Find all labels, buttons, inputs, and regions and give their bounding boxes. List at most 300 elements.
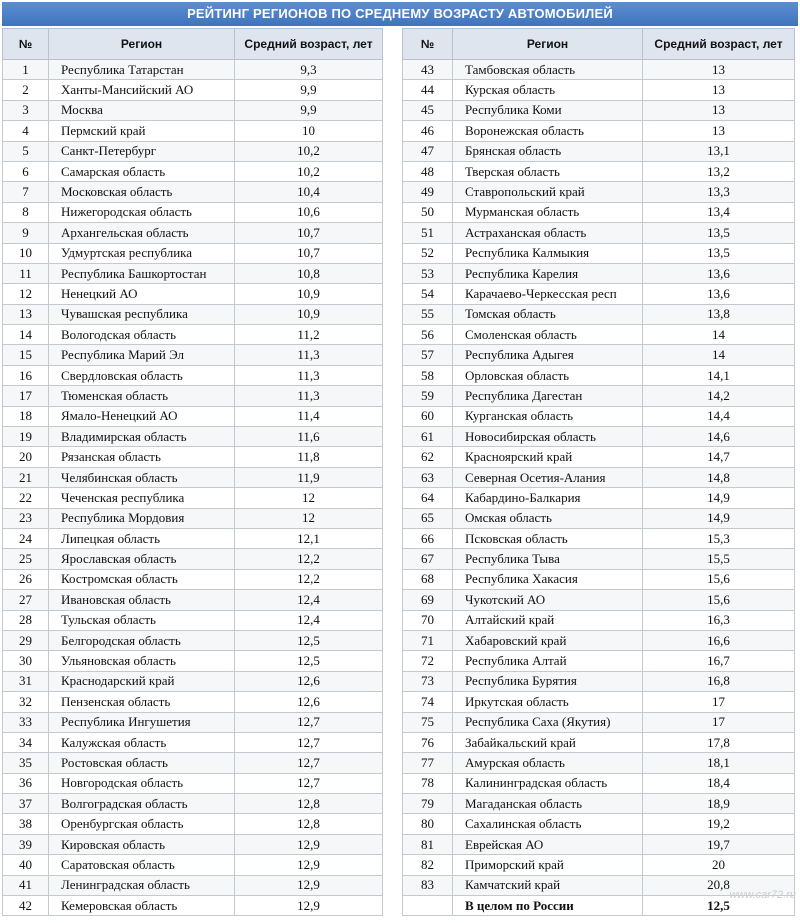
- row-age: 10,6: [235, 202, 383, 222]
- row-rank: 60: [403, 406, 453, 426]
- header-region: Регион: [453, 29, 643, 60]
- table-row: [403, 80, 795, 100]
- row-age: 14,4: [643, 406, 795, 426]
- row-age: 20,8: [643, 875, 795, 895]
- row-rank: 5: [3, 141, 49, 161]
- row-region: Сахалинская область: [453, 814, 643, 834]
- row-region: Курганская область: [453, 406, 643, 426]
- row-region: Ханты-Мансийский АО: [49, 80, 235, 100]
- table-row: [3, 488, 383, 508]
- table-row: [403, 508, 795, 528]
- row-age: 12,9: [235, 834, 383, 854]
- row-rank: 28: [3, 610, 49, 630]
- table-row: [3, 427, 383, 447]
- row-region: Республика Башкортостан: [49, 263, 235, 283]
- row-region: Приморский край: [453, 855, 643, 875]
- row-region: Республика Мордовия: [49, 508, 235, 528]
- table-row: [3, 202, 383, 222]
- table-row: [3, 875, 383, 895]
- table-row: [3, 773, 383, 793]
- table-row: [403, 651, 795, 671]
- table-row: [3, 651, 383, 671]
- row-rank: 31: [3, 671, 49, 691]
- row-region: Ивановская область: [49, 590, 235, 610]
- table-row: [3, 406, 383, 426]
- row-age: 12: [235, 508, 383, 528]
- row-region: Республика Хакасия: [453, 569, 643, 589]
- table-row: [403, 447, 795, 467]
- row-region: Алтайский край: [453, 610, 643, 630]
- table-row: [403, 406, 795, 426]
- table-row: [3, 447, 383, 467]
- row-age: 19,2: [643, 814, 795, 834]
- table-row: [3, 692, 383, 712]
- row-rank: 83: [403, 875, 453, 895]
- row-rank: 66: [403, 528, 453, 548]
- row-region: Ненецкий АО: [49, 284, 235, 304]
- ranking-table-right: [402, 28, 795, 916]
- row-rank: 4: [3, 121, 49, 141]
- table-row: [3, 508, 383, 528]
- row-rank: 17: [3, 386, 49, 406]
- row-age: 13,3: [643, 182, 795, 202]
- row-age: 13,5: [643, 223, 795, 243]
- row-region: Костромская область: [49, 569, 235, 589]
- table-row: [3, 386, 383, 406]
- table-row: [3, 630, 383, 650]
- row-age: 12,7: [235, 753, 383, 773]
- row-age: 14: [643, 325, 795, 345]
- row-age: 12,9: [235, 855, 383, 875]
- table-body-left: [3, 60, 383, 916]
- row-region: Ульяновская область: [49, 651, 235, 671]
- row-region: Республика Тыва: [453, 549, 643, 569]
- row-rank: 29: [3, 630, 49, 650]
- row-age: 14,7: [643, 447, 795, 467]
- row-region: Тульская область: [49, 610, 235, 630]
- row-age: 17: [643, 692, 795, 712]
- row-rank: 56: [403, 325, 453, 345]
- row-rank: 9: [3, 223, 49, 243]
- row-age: 12,2: [235, 569, 383, 589]
- row-age: 10,2: [235, 141, 383, 161]
- row-region: Хабаровский край: [453, 630, 643, 650]
- table-row: [3, 671, 383, 691]
- row-age: 14: [643, 345, 795, 365]
- row-region: Тамбовская область: [453, 60, 643, 80]
- row-region: Белгородская область: [49, 630, 235, 650]
- row-rank: 22: [3, 488, 49, 508]
- header-age: Средний возраст, лет: [643, 29, 795, 60]
- row-rank: 33: [3, 712, 49, 732]
- row-age: 10,9: [235, 284, 383, 304]
- row-age: 12,9: [235, 896, 383, 916]
- table-row: [403, 753, 795, 773]
- row-rank: 48: [403, 161, 453, 181]
- row-region: Воронежская область: [453, 121, 643, 141]
- row-rank: 70: [403, 610, 453, 630]
- table-row: [403, 325, 795, 345]
- row-rank: 77: [403, 753, 453, 773]
- row-region: Челябинская область: [49, 467, 235, 487]
- row-age: 14,1: [643, 365, 795, 385]
- row-rank: 18: [3, 406, 49, 426]
- row-age: 10,9: [235, 304, 383, 324]
- table-row: [3, 467, 383, 487]
- table-row: [403, 794, 795, 814]
- table-row: [3, 590, 383, 610]
- row-age: 13,4: [643, 202, 795, 222]
- row-age: 12,7: [235, 732, 383, 752]
- row-rank: 72: [403, 651, 453, 671]
- row-age: 18,1: [643, 753, 795, 773]
- row-region: Свердловская область: [49, 365, 235, 385]
- row-region: Ставропольский край: [453, 182, 643, 202]
- row-age: 12,5: [235, 651, 383, 671]
- table-row: [3, 528, 383, 548]
- row-age: 11,3: [235, 386, 383, 406]
- table-row: [403, 243, 795, 263]
- row-rank: 67: [403, 549, 453, 569]
- row-rank: 35: [3, 753, 49, 773]
- table-row: [3, 814, 383, 834]
- row-age: 15,3: [643, 528, 795, 548]
- row-age: 12,9: [235, 875, 383, 895]
- row-region: Мурманская область: [453, 202, 643, 222]
- table-title: РЕЙТИНГ РЕГИОНОВ ПО СРЕДНЕМУ ВОЗРАСТУ АВТОМОБИЛЕЙ: [2, 2, 798, 26]
- table-row: [3, 712, 383, 732]
- row-age: 14,6: [643, 427, 795, 447]
- table-row: [3, 345, 383, 365]
- table-row: [403, 712, 795, 732]
- table-row: [3, 569, 383, 589]
- row-rank: 14: [3, 325, 49, 345]
- row-rank: 41: [3, 875, 49, 895]
- table-row: [403, 427, 795, 447]
- row-region: Рязанская область: [49, 447, 235, 467]
- row-region: Кабардино-Балкария: [453, 488, 643, 508]
- table-row: [3, 610, 383, 630]
- table-row: [403, 467, 795, 487]
- row-age: 12,5: [643, 896, 795, 916]
- table-row: [403, 834, 795, 854]
- row-rank: 13: [3, 304, 49, 324]
- row-region: Еврейская АО: [453, 834, 643, 854]
- row-age: 12,7: [235, 712, 383, 732]
- row-age: 13,8: [643, 304, 795, 324]
- row-rank: 11: [3, 263, 49, 283]
- header-region: Регион: [49, 29, 235, 60]
- row-region: Карачаево-Черкесская респ: [453, 284, 643, 304]
- row-region: Липецкая область: [49, 528, 235, 548]
- row-region: Новгородская область: [49, 773, 235, 793]
- row-age: 15,6: [643, 590, 795, 610]
- row-region: Тюменская область: [49, 386, 235, 406]
- row-rank: 50: [403, 202, 453, 222]
- row-age: 10,7: [235, 243, 383, 263]
- table-row: [3, 834, 383, 854]
- row-region: Красноярский край: [453, 447, 643, 467]
- table-row: [403, 569, 795, 589]
- row-rank: 15: [3, 345, 49, 365]
- row-region: Томская область: [453, 304, 643, 324]
- row-age: 9,9: [235, 100, 383, 120]
- table-row: [403, 671, 795, 691]
- row-age: 12,8: [235, 794, 383, 814]
- row-region: Калининградская область: [453, 773, 643, 793]
- table-header-row: [403, 29, 795, 60]
- row-age: 11,4: [235, 406, 383, 426]
- row-age: 9,9: [235, 80, 383, 100]
- row-rank: 3: [3, 100, 49, 120]
- row-region: Ленинградская область: [49, 875, 235, 895]
- table-row: [3, 549, 383, 569]
- row-age: 17,8: [643, 732, 795, 752]
- row-region: Саратовская область: [49, 855, 235, 875]
- table-row: [3, 141, 383, 161]
- row-region: Ростовская область: [49, 753, 235, 773]
- table-row: [3, 284, 383, 304]
- row-rank: 74: [403, 692, 453, 712]
- table-row: [403, 855, 795, 875]
- table-row: [3, 365, 383, 385]
- row-age: 12,6: [235, 692, 383, 712]
- row-age: 13: [643, 80, 795, 100]
- row-age: 20: [643, 855, 795, 875]
- row-rank: 49: [403, 182, 453, 202]
- row-region: Московская область: [49, 182, 235, 202]
- row-age: 13,6: [643, 284, 795, 304]
- row-rank: 20: [3, 447, 49, 467]
- row-rank: 30: [3, 651, 49, 671]
- row-rank: 26: [3, 569, 49, 589]
- row-rank: 38: [3, 814, 49, 834]
- row-age: 16,3: [643, 610, 795, 630]
- row-rank: 62: [403, 447, 453, 467]
- row-age: 17: [643, 712, 795, 732]
- row-rank: 25: [3, 549, 49, 569]
- row-region: Республика Алтай: [453, 651, 643, 671]
- table-row: [403, 732, 795, 752]
- row-rank: 80: [403, 814, 453, 834]
- table-row: [403, 202, 795, 222]
- header-num: №: [403, 29, 453, 60]
- row-region: Орловская область: [453, 365, 643, 385]
- row-rank: 40: [3, 855, 49, 875]
- row-rank: 44: [403, 80, 453, 100]
- table-row: [403, 549, 795, 569]
- row-region: Краснодарский край: [49, 671, 235, 691]
- table-row: [403, 284, 795, 304]
- table-row: [3, 304, 383, 324]
- table-body-right: [403, 60, 795, 916]
- row-region: Иркутская область: [453, 692, 643, 712]
- row-age: 12,8: [235, 814, 383, 834]
- row-region: Брянская область: [453, 141, 643, 161]
- row-age: 19,7: [643, 834, 795, 854]
- row-age: 11,9: [235, 467, 383, 487]
- row-rank: 6: [3, 161, 49, 181]
- row-rank: 45: [403, 100, 453, 120]
- ranking-table-left: [2, 28, 383, 916]
- row-age: 10,7: [235, 223, 383, 243]
- table-row: [3, 794, 383, 814]
- row-rank: 7: [3, 182, 49, 202]
- table-row: [3, 80, 383, 100]
- row-region: Кировская область: [49, 834, 235, 854]
- table-row: [403, 365, 795, 385]
- row-region: Республика Марий Эл: [49, 345, 235, 365]
- row-region: Республика Татарстан: [49, 60, 235, 80]
- row-region: Калужская область: [49, 732, 235, 752]
- row-rank: 59: [403, 386, 453, 406]
- row-age: 12,4: [235, 590, 383, 610]
- table-row: [403, 345, 795, 365]
- row-age: 12,2: [235, 549, 383, 569]
- row-age: 11,6: [235, 427, 383, 447]
- row-age: 18,4: [643, 773, 795, 793]
- row-rank: 57: [403, 345, 453, 365]
- table-row: [403, 304, 795, 324]
- row-rank: 64: [403, 488, 453, 508]
- row-rank: 21: [3, 467, 49, 487]
- row-rank: 52: [403, 243, 453, 263]
- table-row: [403, 386, 795, 406]
- row-region: Смоленская область: [453, 325, 643, 345]
- table-row: [403, 100, 795, 120]
- row-age: 11,3: [235, 365, 383, 385]
- row-age: 14,9: [643, 488, 795, 508]
- header-num: №: [3, 29, 49, 60]
- row-region: Санкт-Петербург: [49, 141, 235, 161]
- row-age: 12,5: [235, 630, 383, 650]
- row-age: 13: [643, 121, 795, 141]
- row-age: 13,5: [643, 243, 795, 263]
- row-rank: 54: [403, 284, 453, 304]
- row-region: Республика Бурятия: [453, 671, 643, 691]
- table-row: [403, 630, 795, 650]
- table-row: [3, 223, 383, 243]
- table-row: [403, 263, 795, 283]
- row-age: 15,6: [643, 569, 795, 589]
- row-region: Самарская область: [49, 161, 235, 181]
- row-age: 16,8: [643, 671, 795, 691]
- row-rank: [403, 896, 453, 916]
- table-row: [3, 855, 383, 875]
- row-rank: 82: [403, 855, 453, 875]
- row-age: 12,6: [235, 671, 383, 691]
- row-rank: 12: [3, 284, 49, 304]
- row-region: Оренбургская область: [49, 814, 235, 834]
- row-region: Удмуртская республика: [49, 243, 235, 263]
- table-row: [3, 732, 383, 752]
- row-rank: 69: [403, 590, 453, 610]
- row-region: Москва: [49, 100, 235, 120]
- row-rank: 27: [3, 590, 49, 610]
- row-rank: 46: [403, 121, 453, 141]
- row-region: Республика Саха (Якутия): [453, 712, 643, 732]
- table-header-row: [3, 29, 383, 60]
- row-rank: 2: [3, 80, 49, 100]
- row-region: Астраханская область: [453, 223, 643, 243]
- table-row: [3, 182, 383, 202]
- row-rank: 19: [3, 427, 49, 447]
- row-age: 11,2: [235, 325, 383, 345]
- table-row: [3, 60, 383, 80]
- row-age: 13: [643, 60, 795, 80]
- header-age: Средний возраст, лет: [235, 29, 383, 60]
- row-age: 9,3: [235, 60, 383, 80]
- row-age: 13: [643, 100, 795, 120]
- row-region: Республика Карелия: [453, 263, 643, 283]
- table-row: [3, 263, 383, 283]
- row-region: Вологодская область: [49, 325, 235, 345]
- row-age: 14,8: [643, 467, 795, 487]
- table-row: [3, 896, 383, 916]
- row-region: В целом по России: [453, 896, 643, 916]
- row-region: Архангельская область: [49, 223, 235, 243]
- row-age: 10,8: [235, 263, 383, 283]
- row-region: Магаданская область: [453, 794, 643, 814]
- row-rank: 1: [3, 60, 49, 80]
- row-age: 13,6: [643, 263, 795, 283]
- table-row: [403, 141, 795, 161]
- table-row: [403, 161, 795, 181]
- row-age: 10: [235, 121, 383, 141]
- row-rank: 61: [403, 427, 453, 447]
- row-rank: 68: [403, 569, 453, 589]
- row-region: Пермский край: [49, 121, 235, 141]
- row-rank: 65: [403, 508, 453, 528]
- row-rank: 23: [3, 508, 49, 528]
- row-rank: 37: [3, 794, 49, 814]
- row-rank: 47: [403, 141, 453, 161]
- row-age: 11,8: [235, 447, 383, 467]
- table-row: [3, 161, 383, 181]
- row-rank: 34: [3, 732, 49, 752]
- row-region: Камчатский край: [453, 875, 643, 895]
- row-region: Кемеровская область: [49, 896, 235, 916]
- row-age: 14,9: [643, 508, 795, 528]
- row-rank: 8: [3, 202, 49, 222]
- row-region: Омская область: [453, 508, 643, 528]
- row-rank: 58: [403, 365, 453, 385]
- row-rank: 79: [403, 794, 453, 814]
- table-row: [3, 753, 383, 773]
- row-rank: 16: [3, 365, 49, 385]
- row-age: 16,7: [643, 651, 795, 671]
- row-region: Тверская область: [453, 161, 643, 181]
- watermark: www.car72.ru: [729, 889, 796, 901]
- table-row: [403, 182, 795, 202]
- row-region: Чукотский АО: [453, 590, 643, 610]
- row-rank: 63: [403, 467, 453, 487]
- row-age: 18,9: [643, 794, 795, 814]
- row-region: Волгоградская область: [49, 794, 235, 814]
- row-age: 12,1: [235, 528, 383, 548]
- row-rank: 53: [403, 263, 453, 283]
- table-row: [403, 610, 795, 630]
- table-row: [403, 692, 795, 712]
- row-rank: 75: [403, 712, 453, 732]
- row-region: Нижегородская область: [49, 202, 235, 222]
- row-region: Чувашская республика: [49, 304, 235, 324]
- table-row: [3, 325, 383, 345]
- row-rank: 73: [403, 671, 453, 691]
- row-region: Республика Дагестан: [453, 386, 643, 406]
- row-rank: 76: [403, 732, 453, 752]
- row-region: Чеченская республика: [49, 488, 235, 508]
